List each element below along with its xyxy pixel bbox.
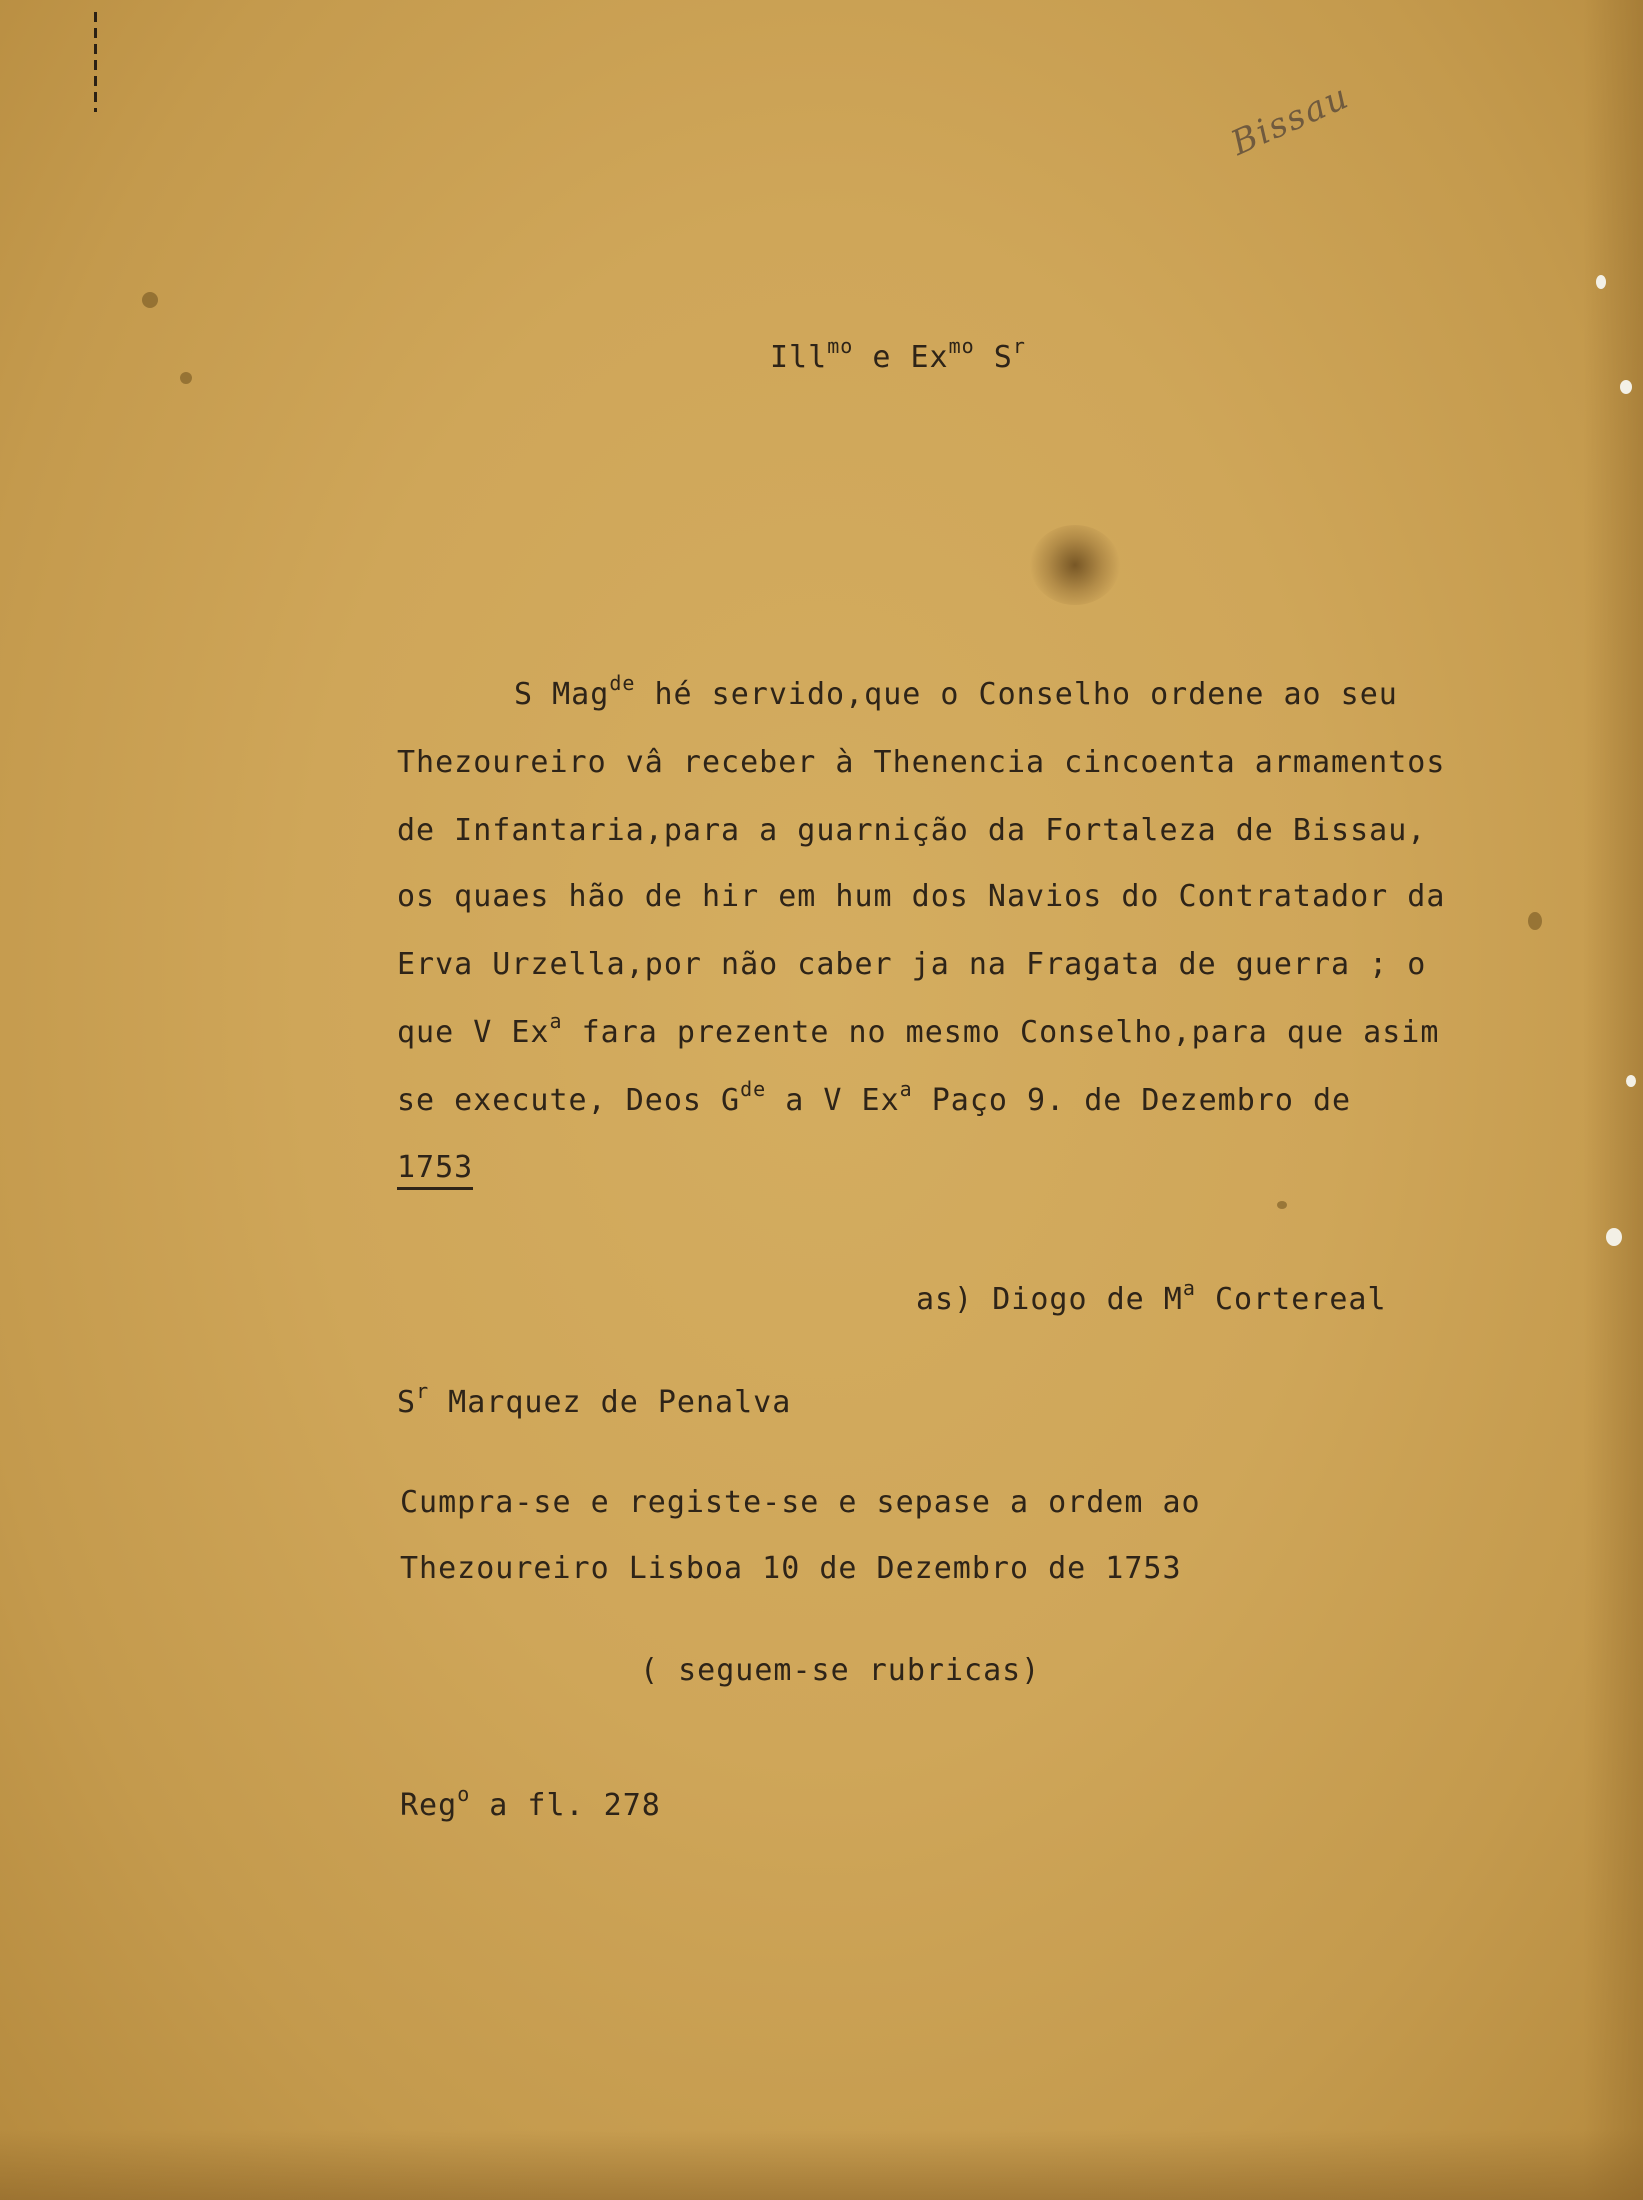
body-line-2: Thezoureiro vâ receber à Thenencia cincoenta armamentos (397, 745, 1446, 780)
paper-hole (1626, 1075, 1636, 1087)
order-line-2: Thezoureiro Lisboa 10 de Dezembro de 1753 (400, 1551, 1182, 1586)
body-line-3: de Infantaria,para a guarnição da Fortaleza de Bissau, (397, 813, 1427, 848)
foxing-spot (1528, 912, 1542, 930)
registry-note: Reg$^o$ a fl. 278 (400, 1782, 661, 1823)
rubricas-note: ( seguem-se rubricas) (640, 1653, 1041, 1688)
signature-line: as) Diogo de $M^a$ Cortereal (916, 1276, 1387, 1317)
body-line-6: que V Ex$^a$ fara prezente no mesmo Conselho,para que asim (397, 1009, 1440, 1050)
addressee-line: $S^r$ Marquez de Penalva (397, 1379, 792, 1420)
ink-stain (1030, 525, 1120, 605)
pencil-annotation: Bissau (1225, 76, 1356, 164)
paper-bottom-shadow (0, 2130, 1643, 2200)
paper-edge-shadow (1583, 0, 1643, 2200)
foxing-spot (142, 292, 158, 308)
salutation-heading: Ill$^{mo}$ e $Ex^{mo}$ $S^r$ (770, 334, 1026, 375)
paper-hole (1606, 1228, 1622, 1246)
body-line-4: os quaes hão de hir em hum dos Navios do Contratador da (397, 879, 1446, 914)
body-line-7: se execute, Deos $G^{de}$ a V Ex$^a$ Paço 9. de Dezembro de (397, 1077, 1352, 1118)
body-line-1: S Mag$^{de}$ hé servido,que o Conselho ordene ao seu (514, 671, 1398, 712)
foxing-spot (180, 372, 192, 384)
paper-hole (1620, 380, 1632, 394)
order-line-1: Cumpra-se e registe-se e sepase a ordem ao (400, 1485, 1201, 1520)
paper-hole (1596, 275, 1606, 289)
body-line-5: Erva Urzella,por não caber ja na Fragata de guerra ; o (397, 947, 1427, 982)
body-year: 1753 (397, 1150, 473, 1190)
margin-mark (94, 12, 97, 112)
foxing-spot (1277, 1201, 1287, 1209)
